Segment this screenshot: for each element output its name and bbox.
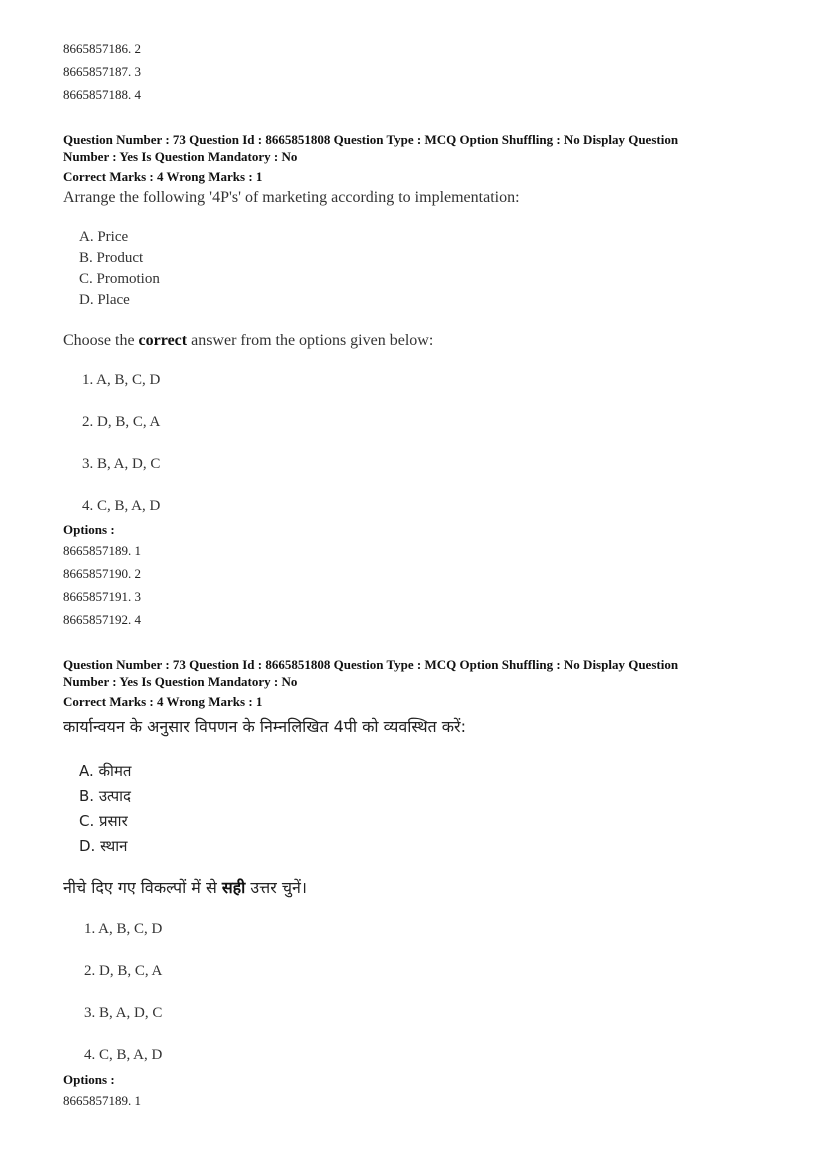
options-label: Options : <box>63 522 115 537</box>
question-meta-line-1: Question Number : 73 Question Id : 8665851808 Question Type : MCQ Option Shuffling : No Display Question <box>63 657 679 672</box>
answer-choice: 2. D, B, C, A <box>84 963 163 979</box>
option-id-line: 8665857191. 3 <box>63 589 141 604</box>
answer-choice: 3. B, A, D, C <box>82 456 161 472</box>
option-id-line: 8665857186. 2 <box>63 41 141 56</box>
question-marks: Correct Marks : 4 Wrong Marks : 1 <box>63 169 263 184</box>
choose-instruction-bold: correct <box>138 332 188 349</box>
question-meta-line-2: Number : Yes Is Question Mandatory : No <box>63 149 298 164</box>
answer-choice: 4. C, B, A, D <box>82 498 161 514</box>
choose-instruction-pre: नीचे दिए गए विकल्पों में से <box>63 878 222 897</box>
list-item: C. Promotion <box>79 271 160 287</box>
choose-instruction-bold: सही <box>221 878 246 897</box>
options-label: Options : <box>63 1072 115 1087</box>
list-item: D. Place <box>79 292 130 308</box>
question-stem: कार्यान्वयन के अनुसार विपणन के निम्नलिखित 4पी को व्यवस्थित करें: <box>63 717 466 736</box>
option-id-line: 8665857190. 2 <box>63 566 141 581</box>
option-id-line: 8665857192. 4 <box>63 612 141 627</box>
list-item: A. Price <box>79 229 129 245</box>
answer-choice: 2. D, B, C, A <box>82 414 161 430</box>
list-item: B. Product <box>79 250 144 266</box>
choose-instruction-post: answer from the options given below: <box>187 332 434 349</box>
question-meta-line-1: Question Number : 73 Question Id : 8665851808 Question Type : MCQ Option Shuffling : No Display Question <box>63 132 679 147</box>
list-item: A. कीमत <box>79 762 132 780</box>
option-id-line: 8665857189. 1 <box>63 543 141 558</box>
option-id-line: 8665857187. 3 <box>63 64 141 79</box>
question-marks: Correct Marks : 4 Wrong Marks : 1 <box>63 694 263 709</box>
answer-choice: 1. A, B, C, D <box>82 372 161 388</box>
choose-instruction <box>63 332 433 350</box>
question-stem: Arrange the following '4P's' of marketing according to implementation: <box>63 189 520 206</box>
answer-choice: 1. A, B, C, D <box>84 921 163 937</box>
choose-instruction-post: उत्तर चुनें। <box>245 878 307 897</box>
list-item: D. स्थान <box>79 837 128 855</box>
option-id-line: 8665857188. 4 <box>63 87 141 102</box>
answer-choice: 3. B, A, D, C <box>84 1005 163 1021</box>
choose-instruction <box>63 876 307 898</box>
option-id-line: 8665857189. 1 <box>63 1093 141 1108</box>
choose-instruction-pre: Choose the <box>63 332 139 349</box>
answer-choice: 4. C, B, A, D <box>84 1047 163 1063</box>
list-item: C. प्रसार <box>79 812 128 830</box>
question-meta-line-2: Number : Yes Is Question Mandatory : No <box>63 674 298 689</box>
list-item: B. उत्पाद <box>79 787 132 805</box>
